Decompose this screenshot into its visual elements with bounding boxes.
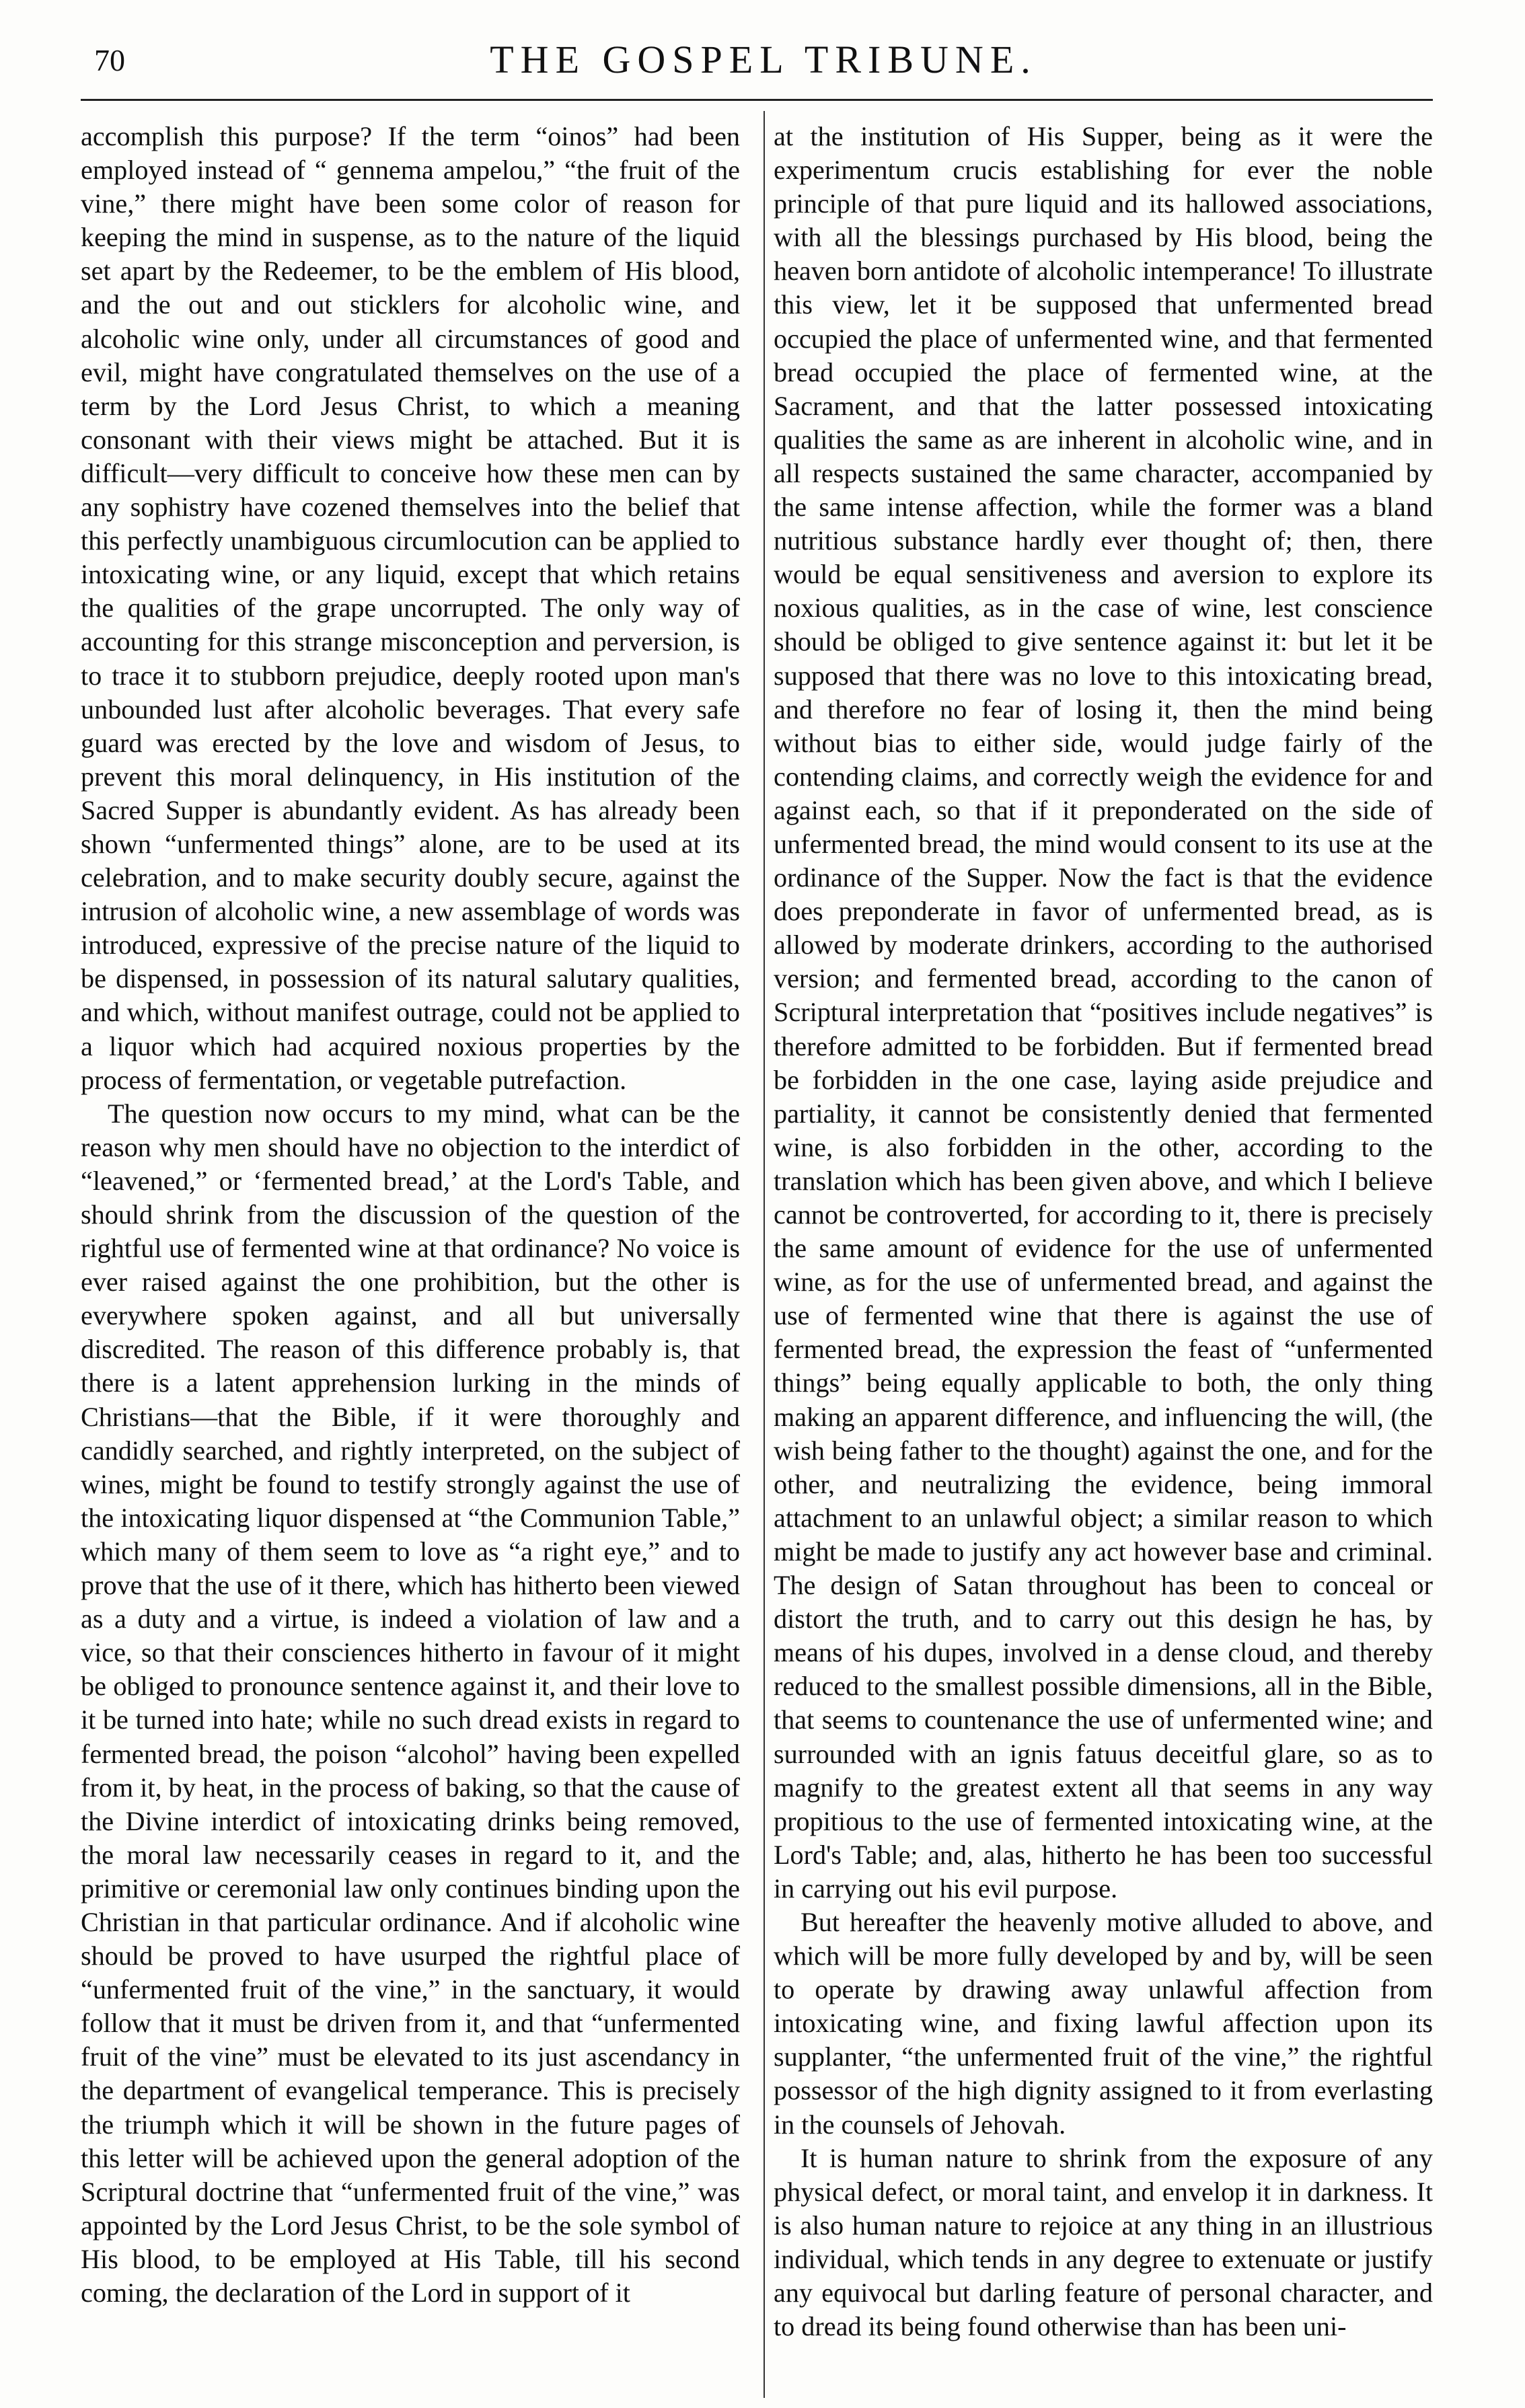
column-divider (764, 111, 765, 2398)
journal-title: THE GOSPEL TRIBUNE. (490, 38, 1037, 81)
paragraph: But hereafter the heavenly motive alluded to above, and which will be more fully developed by and by, will be seen to operate by drawing away unlawful affection from intoxicating wine, and fixing lawful affection upon its supplanter, “the unfermented fruit of the vine,” the rightful possessor of the high dignity assigned to it from everlasting in the counsels of Jehovah. (774, 1906, 1433, 2140)
page-number: 70 (94, 43, 125, 77)
paragraph: It is human nature to shrink from the exposure of any physical defect, or moral taint, and envelop it in darkness. It is also human nature to rejoice at any thing in an illustrious individual, which tends in any degree to extenuate or justify any equivocal but darling feature of personal character, and to dread its being found otherwise than has been uni- (774, 2142, 1433, 2342)
page-header (94, 37, 1433, 98)
header-rule (81, 99, 1433, 101)
paragraph: accomplish this purpose? If the term “oinos” had been employed instead of “ gennema ampelou,” “the fruit of the vine,” there might have been some color of reason for keeping the mind in suspense, as to the nature of the liquid set apart by the Redeemer, to be the emblem of His blood, and the out and out sticklers for alcoholic wine, and alcoholic wine only, under all circumstances of good and evil, might have congratulated themselves on the use of a term by the Lord Jesus Christ, to which a meaning consonant with their views might be attached. But it is difficult—very difficult to conceive how these men can by any sophistry have cozened themselves into the belief that this perfectly unambiguous circumlocution can be applied to intoxicating wine, or any liquid, except that which retains the qualities of the grape uncorrupted. The only way of accounting for this strange misconception and perversion, is to trace it to stubborn prejudice, deeply rooted upon man's unbounded lust after alcoholic beverages. That every safe guard was erected by the love and wisdom of Jesus, to prevent this moral delinquency, in His institution of the Sacred Supper is abundantly evident. As has already been shown “unfermented things” alone, are to be used at its celebration, and to make security doubly secure, against the intrusion of alcoholic wine, a new assemblage of words was introduced, expressive of the precise nature of the liquid to be dispensed, in possession of its natural salutary qualities, and which, without manifest outrage, could not be applied to a liquor which had acquired noxious properties by the process of fermentation, or vegetable putrefaction. (81, 121, 740, 1095)
left-column (81, 120, 740, 2310)
paragraph: at the institution of His Supper, being as it were the experimentum crucis establishing for ever the noble principle of that pure liquid and its hallowed associations, with all the blessings purchased by His blood, being the heaven born antidote of alcoholic intemperance! To illustrate this view, let it be supposed that unfermented bread occupied the place of unfermented wine, and that fermented bread occupied the place of fermented wine, at the Sacrament, and that the latter possessed intoxicating qualities the same as are inherent in alcoholic wine, and in all respects sustained the same character, accompanied by the same intense affection, while the former was a bland nutritious substance hardly ever thought of; then, there would be equal sensitiveness and aversion to explore its noxious qualities, as in the case of wine, lest conscience should be obliged to give sentence against it: but let it be supposed that there was no love to this intoxicating bread, and therefore no fear of losing it, then the mind being without bias to either side, would judge fairly of the contending claims, and correctly weigh the evidence for and against each, so that if it preponderated on the side of unfermented bread, the mind would consent to its use at the ordinance of the Supper. Now the fact is that the evidence does preponderate in favor of unfermented bread, as is allowed by moderate drinkers, according to the authorised version; and fermented bread, according to the canon of Scriptural interpretation that “positives include negatives” is therefore admitted to be forbidden. But if fermented bread be forbidden in the one case, laying aside prejudice and partiality, it cannot be consistently denied that fermented wine, is also forbidden in the other, according to the translation which has been given above, and which I believe cannot be controverted, for according to it, there is precisely the same amount of evidence for the use of unfermented wine, as for the use of unfermented bread, and against the use of fermented wine that there is against the use of fermented bread, the expression the feast of “unfermented things” being equally applicable to both, the only thing making an apparent difference, and influencing the will, (the wish being father to the thought) against the one, and for the other, and neutralizing the evidence, being immoral attachment to an unlawful object; a similar reason to which might be made to justify any act however base and criminal. The design of Satan throughout has been to conceal or distort the truth, and to carry out this design he has, by means of his dupes, involved in a dense cloud, and thereby reduced to the smallest possible dimensions, all in the Bible, that seems to countenance the use of unfermented wine; and surrounded with an ignis fatuus deceitful glare, so as to magnify to the greatest extent all that seems in any way propitious to the use of fermented intoxicating wine, at the Lord's Table; and, alas, hitherto he has been too successful in carrying out his evil purpose. (774, 121, 1433, 1904)
paragraph: The question now occurs to my mind, what can be the reason why men should have no objection to the interdict of “leavened,” or ‘fermented bread,’ at the Lord's Table, and should shrink from the discussion of the question of the rightful use of fermented wine at that ordinance? No voice is ever raised against the one prohibition, but the other is everywhere spoken against, and all but universally discredited. The reason of this difference probably is, that there is a latent apprehension lurking in the minds of Christians—that the Bible, if it were thoroughly and candidly searched, and rightly interpreted, on the subject of wines, might be found to testify strongly against the use of the intoxicating liquor dispensed at “the Communion Table,” which many of them seem to love as “a right eye,” and to prove that the use of it there, which has hitherto been viewed as a duty and a virtue, is indeed a violation of law and a vice, so that their consciences hitherto in favour of it might be obliged to pronounce sentence against it, and their love to it be turned into hate; while no such dread exists in regard to fermented bread, the poison “alcohol” having been expelled from it, by heat, in the process of baking, so that the cause of the Divine interdict of intoxicating drinks being removed, the moral law necessarily ceases in regard to it, and the primitive or ceremonial law only continues binding upon the Christian in that particular ordinance. And if alcoholic wine should be proved to have usurped the rightful place of “unfermented fruit of the vine,” in the sanctuary, it would follow that it must be driven from it, and that “unfermented fruit of the vine” must be elevated to its just ascendancy in the department of evangelical temperance. This is precisely the triumph which it will be shown in the future pages of this letter will be achieved upon the general adoption of the Scriptural doctrine that “unfermented fruit of the vine,” was appointed by the Lord Jesus Christ, to be the sole symbol of His blood, to be employed at His Table, till his second coming, the declaration of the Lord in support of it (81, 1098, 740, 2308)
right-column (774, 120, 1433, 2343)
